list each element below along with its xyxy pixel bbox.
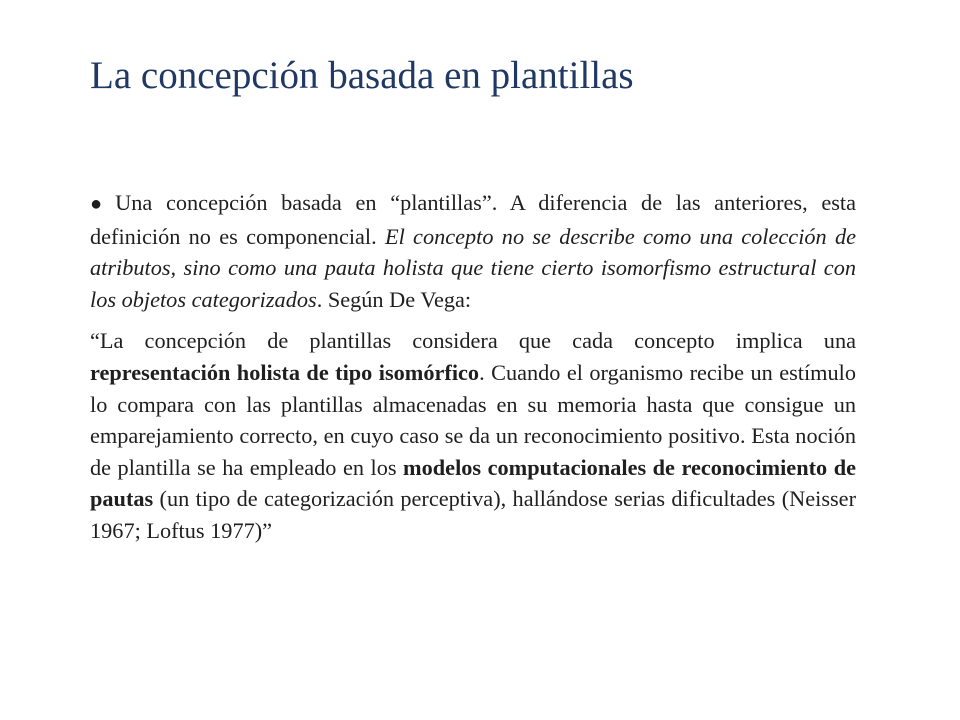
bullet-icon: ● xyxy=(90,193,111,215)
quote-bold-2: modelos computacionales de reconocimiento de pautas xyxy=(90,454,856,512)
quote-part-3: (un tipo de categorización perceptiva), hallándose serias dificultades (Neisser 1967; Loftus 1977)” xyxy=(90,486,856,543)
slide-body xyxy=(90,187,856,547)
slide-title: La concepción basada en plantillas xyxy=(90,54,634,97)
quote-part-1: “La concepción de plantillas considera que cada concepto implica una xyxy=(90,328,856,354)
bullet-paragraph xyxy=(90,187,856,315)
quote-bold-1: representación holista de tipo isomórfico xyxy=(90,359,480,385)
quote-part-2: . Cuando el organismo recibe un estímulo lo compara con las plantillas almacenadas en su memoria hasta que consigue un emparejamiento correcto, en cuyo caso se da un reconocimiento positivo. Esta noción de plantilla se ha empleado en los xyxy=(90,359,856,480)
quote-paragraph xyxy=(90,325,856,546)
paragraph-outro: . Según De Vega: xyxy=(316,286,472,312)
paragraph-intro: Una concepción basada en “plantillas”. A diferencia de las anteriores, esta definición no es componencial. xyxy=(90,190,856,249)
paragraph-italic-definition: El concepto no se describe como una colección de atributos, sino como una pauta holista que tiene cierto isomorfismo estructural con los objetos categorizados xyxy=(90,223,856,312)
